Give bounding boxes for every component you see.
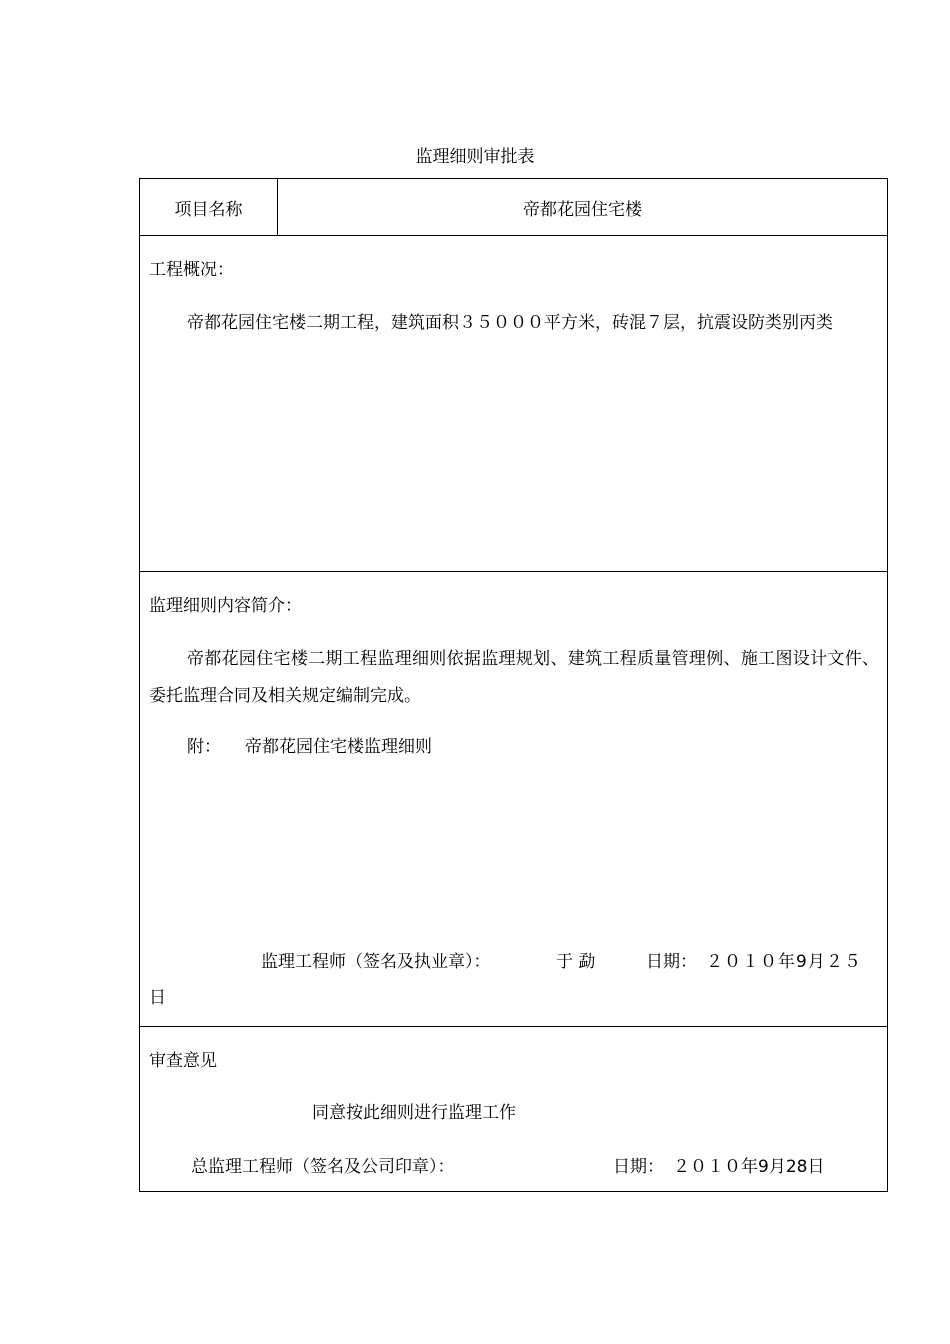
review-heading: 审查意见 <box>149 1051 217 1071</box>
project-name-label: 项目名称 <box>140 179 278 235</box>
chief-signature-label: 总监理工程师（签名及公司印章）： <box>191 1157 455 1177</box>
chief-date-label: 日期： <box>613 1157 664 1177</box>
review-section <box>140 1027 887 1191</box>
engineer-signature-name: 于 勐 <box>556 952 596 972</box>
chief-date-value: ２０１０年9月28日 <box>673 1157 825 1177</box>
attachment-label: 附： <box>187 737 221 757</box>
engineer-signature-label: 监理工程师（签名及执业章）： <box>261 952 491 972</box>
engineer-date-label: 日期： <box>646 952 697 972</box>
overview-body: 帝都花园住宅楼二期工程，建筑面积３５０００平方米，砖混７层，抗震设防类别丙类 <box>187 313 833 333</box>
project-row <box>140 179 887 236</box>
content-body: 帝都花园住宅楼二期工程监理细则依据监理规划、建筑工程质量管理例、施工图设计文件、委托监理合同及相关规定编制完成。 <box>149 649 879 706</box>
overview-section <box>140 236 887 572</box>
engineer-date-value: ２０１０年9月２５ <box>706 952 862 972</box>
review-opinion: 同意按此细则进行监理工作 <box>312 1103 516 1123</box>
engineer-date-day: 日 <box>149 988 166 1008</box>
approval-form <box>139 178 888 1192</box>
overview-heading: 工程概况： <box>149 260 234 280</box>
attachment-name: 帝都花园住宅楼监理细则 <box>245 737 432 757</box>
content-section <box>140 572 887 1027</box>
project-name-value: 帝都花园住宅楼 <box>523 199 642 220</box>
document-title: 监理细则审批表 <box>415 147 535 167</box>
content-heading: 监理细则内容简介： <box>149 596 302 616</box>
